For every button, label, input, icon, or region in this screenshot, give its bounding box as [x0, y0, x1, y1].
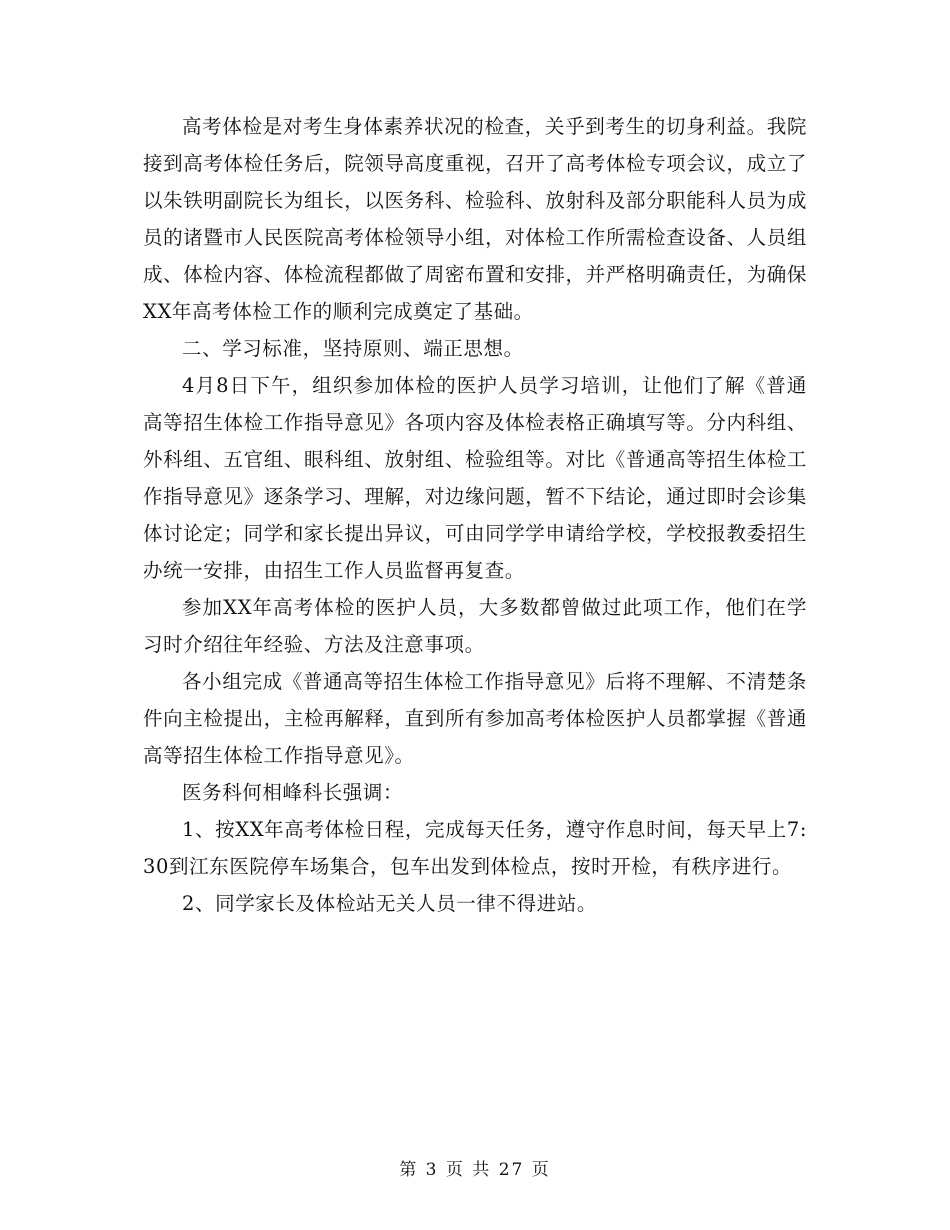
list-item-1: 1、按XX年高考体检日程，完成每天任务，遵守作息时间，每天早上7:30到江东医院停车场集合，包车出发到体检点，按时开检，有秩序进行。	[143, 818, 807, 878]
paragraph-training: 4月8日下午，组织参加体检的医护人员学习培训，让他们了解《普通高等招生体检工作指导意见》各项内容及体检表格正确填写等。分内科组、外科组、五官组、眼科组、放射组、检验组等。对比《普通高等招生体检工作指导意见》逐条学习、理解，对边缘问题，暂不下结论，通过即时会诊集体讨论定；同学和家长提出异议，可由同学学申请给学校，学校报教委招生办统一安排，由招生工作人员监督再复查。	[143, 374, 807, 582]
document-body	[143, 108, 807, 922]
section-heading-2: 二、学习标准，坚持原则、端正思想。	[182, 337, 524, 360]
paragraph-emphasis: 医务科何相峰科长强调：	[182, 781, 404, 804]
paragraph-experience: 参加XX年高考体检的医护人员，大多数都曾做过此项工作，他们在学习时介绍往年经验、方法及注意事项。	[143, 596, 807, 656]
paragraph-intro: 高考体检是对考生身体素养状况的检查，关乎到考生的切身利益。我院接到高考体检任务后，院领导高度重视，召开了高考体检专项会议，成立了以朱铁明副院长为组长，以医务科、检验科、放射科及部分职能科人员为成员的诸暨市人民医院高考体检领导小组，对体检工作所需检查设备、人员组成、体检内容、体检流程都做了周密布置和安排，并严格明确责任，为确保XX年高考体检工作的顺利完成奠定了基础。	[143, 115, 807, 323]
paragraph-groups: 各小组完成《普通高等招生体检工作指导意见》后将不理解、不清楚条件向主检提出，主检再解释，直到所有参加高考体检医护人员都掌握《普通高等招生体检工作指导意见》。	[143, 670, 807, 767]
page-footer: 第 3 页 共 27 页	[399, 1160, 551, 1180]
list-item-2: 2、同学家长及体检站无关人员一律不得进站。	[182, 892, 598, 915]
